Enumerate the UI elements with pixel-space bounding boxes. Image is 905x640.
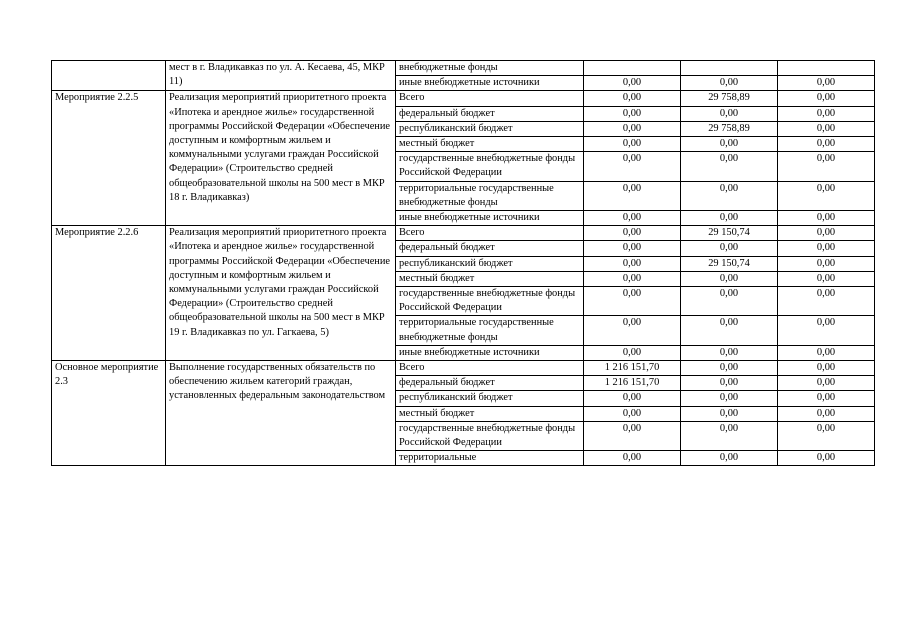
amount-cell-1: 1 216 151,70 bbox=[584, 361, 681, 376]
amount-cell-1: 0,00 bbox=[584, 106, 681, 121]
amount-cell-3: 0,00 bbox=[778, 106, 875, 121]
amount-cell-1: 0,00 bbox=[584, 211, 681, 226]
amount-cell-3: 0,00 bbox=[778, 226, 875, 241]
amount-cell-3: 0,00 bbox=[778, 256, 875, 271]
amount-cell-2: 0,00 bbox=[681, 345, 778, 360]
funding-source-cell: Всего bbox=[396, 91, 584, 106]
funding-source-cell: иные внебюджетные источники bbox=[396, 211, 584, 226]
amount-cell-2: 0,00 bbox=[681, 76, 778, 91]
amount-cell-1: 0,00 bbox=[584, 451, 681, 466]
table-row bbox=[52, 91, 875, 106]
amount-cell-3: 0,00 bbox=[778, 152, 875, 181]
amount-cell-3: 0,00 bbox=[778, 316, 875, 345]
funding-source-cell: федеральный бюджет bbox=[396, 241, 584, 256]
amount-cell-1 bbox=[584, 61, 681, 76]
amount-cell-3: 0,00 bbox=[778, 361, 875, 376]
amount-cell-2: 0,00 bbox=[681, 421, 778, 450]
amount-cell-2: 0,00 bbox=[681, 211, 778, 226]
amount-cell-1: 0,00 bbox=[584, 345, 681, 360]
amount-cell-1: 0,00 bbox=[584, 137, 681, 152]
amount-cell-1: 0,00 bbox=[584, 256, 681, 271]
funding-source-cell: федеральный бюджет bbox=[396, 376, 584, 391]
activity-description-cell: Выполнение государственных обязательств по обеспечению жильем категорий граждан, установленных федеральным законодательством bbox=[166, 361, 396, 466]
amount-cell-2: 0,00 bbox=[681, 241, 778, 256]
amount-cell-2: 0,00 bbox=[681, 287, 778, 316]
amount-cell-2: 0,00 bbox=[681, 316, 778, 345]
amount-cell-3: 0,00 bbox=[778, 406, 875, 421]
amount-cell-3: 0,00 bbox=[778, 345, 875, 360]
amount-cell-1: 0,00 bbox=[584, 241, 681, 256]
amount-cell-1: 0,00 bbox=[584, 91, 681, 106]
amount-cell-1: 1 216 151,70 bbox=[584, 376, 681, 391]
amount-cell-2: 29 758,89 bbox=[681, 121, 778, 136]
amount-cell-3: 0,00 bbox=[778, 241, 875, 256]
amount-cell-2 bbox=[681, 61, 778, 76]
funding-source-cell: местный бюджет bbox=[396, 271, 584, 286]
activity-description-cell: Реализация мероприятий приоритетного проекта «Ипотека и арендное жилье» государственной программы Российской Федерации «Обеспечение доступным и комфортным жильем и коммунальными услугами граждан Российской Федерации» (Строительство средней общеобразовательной школы на 500 мест в МКР 19 г. Владикавказ по ул. Гагкаева, 5) bbox=[166, 226, 396, 361]
amount-cell-2: 0,00 bbox=[681, 391, 778, 406]
amount-cell-2: 0,00 bbox=[681, 106, 778, 121]
amount-cell-2: 0,00 bbox=[681, 376, 778, 391]
amount-cell-2: 29 758,89 bbox=[681, 91, 778, 106]
table-row bbox=[52, 61, 875, 76]
activity-label-cell bbox=[52, 61, 166, 91]
funding-source-cell: местный бюджет bbox=[396, 406, 584, 421]
funding-source-cell: местный бюджет bbox=[396, 137, 584, 152]
amount-cell-2: 0,00 bbox=[681, 152, 778, 181]
amount-cell-3: 0,00 bbox=[778, 271, 875, 286]
activity-label-cell: Мероприятие 2.2.5 bbox=[52, 91, 166, 226]
amount-cell-2: 29 150,74 bbox=[681, 226, 778, 241]
amount-cell-2: 0,00 bbox=[681, 271, 778, 286]
funding-table bbox=[51, 60, 875, 466]
funding-source-cell: иные внебюджетные источники bbox=[396, 345, 584, 360]
amount-cell-1: 0,00 bbox=[584, 181, 681, 210]
funding-source-cell: территориальные государственные внебюджетные фонды bbox=[396, 181, 584, 210]
activity-description-cell: мест в г. Владикавказ по ул. А. Кесаева, 45, МКР 11) bbox=[166, 61, 396, 91]
amount-cell-2: 0,00 bbox=[681, 181, 778, 210]
amount-cell-1: 0,00 bbox=[584, 226, 681, 241]
amount-cell-3: 0,00 bbox=[778, 211, 875, 226]
table-row bbox=[52, 226, 875, 241]
activity-description-cell: Реализация мероприятий приоритетного проекта «Ипотека и арендное жилье» государственной программы Российской Федерации «Обеспечение доступным и комфортным жильем и коммунальными услугами граждан Российской Федерации» (Строительство средней общеобразовательной школы на 500 мест в МКР 18 г. Владикавказ) bbox=[166, 91, 396, 226]
amount-cell-2: 0,00 bbox=[681, 137, 778, 152]
funding-source-cell: иные внебюджетные источники bbox=[396, 76, 584, 91]
funding-source-cell: республиканский бюджет bbox=[396, 256, 584, 271]
amount-cell-2: 0,00 bbox=[681, 451, 778, 466]
funding-source-cell: государственные внебюджетные фонды Российской Федерации bbox=[396, 287, 584, 316]
funding-source-cell: государственные внебюджетные фонды Российской Федерации bbox=[396, 421, 584, 450]
funding-source-cell: Всего bbox=[396, 226, 584, 241]
funding-source-cell: государственные внебюджетные фонды Российской Федерации bbox=[396, 152, 584, 181]
amount-cell-1: 0,00 bbox=[584, 76, 681, 91]
amount-cell-3: 0,00 bbox=[778, 451, 875, 466]
funding-source-cell: Всего bbox=[396, 361, 584, 376]
funding-source-cell: внебюджетные фонды bbox=[396, 61, 584, 76]
amount-cell-1: 0,00 bbox=[584, 406, 681, 421]
funding-source-cell: территориальные государственные внебюджетные фонды bbox=[396, 316, 584, 345]
funding-source-cell: территориальные bbox=[396, 451, 584, 466]
amount-cell-3: 0,00 bbox=[778, 121, 875, 136]
amount-cell-3 bbox=[778, 61, 875, 76]
amount-cell-1: 0,00 bbox=[584, 121, 681, 136]
activity-label-cell: Основное мероприятие 2.3 bbox=[52, 361, 166, 466]
amount-cell-3: 0,00 bbox=[778, 76, 875, 91]
amount-cell-1: 0,00 bbox=[584, 152, 681, 181]
amount-cell-3: 0,00 bbox=[778, 287, 875, 316]
amount-cell-3: 0,00 bbox=[778, 91, 875, 106]
amount-cell-3: 0,00 bbox=[778, 137, 875, 152]
funding-source-cell: федеральный бюджет bbox=[396, 106, 584, 121]
amount-cell-3: 0,00 bbox=[778, 181, 875, 210]
amount-cell-2: 29 150,74 bbox=[681, 256, 778, 271]
funding-source-cell: республиканский бюджет bbox=[396, 391, 584, 406]
table-row bbox=[52, 361, 875, 376]
amount-cell-3: 0,00 bbox=[778, 376, 875, 391]
activity-label-cell: Мероприятие 2.2.6 bbox=[52, 226, 166, 361]
amount-cell-2: 0,00 bbox=[681, 406, 778, 421]
amount-cell-1: 0,00 bbox=[584, 271, 681, 286]
amount-cell-1: 0,00 bbox=[584, 391, 681, 406]
amount-cell-3: 0,00 bbox=[778, 391, 875, 406]
amount-cell-2: 0,00 bbox=[681, 361, 778, 376]
amount-cell-1: 0,00 bbox=[584, 287, 681, 316]
amount-cell-3: 0,00 bbox=[778, 421, 875, 450]
funding-source-cell: республиканский бюджет bbox=[396, 121, 584, 136]
amount-cell-1: 0,00 bbox=[584, 421, 681, 450]
funding-table-body bbox=[52, 61, 875, 466]
amount-cell-1: 0,00 bbox=[584, 316, 681, 345]
